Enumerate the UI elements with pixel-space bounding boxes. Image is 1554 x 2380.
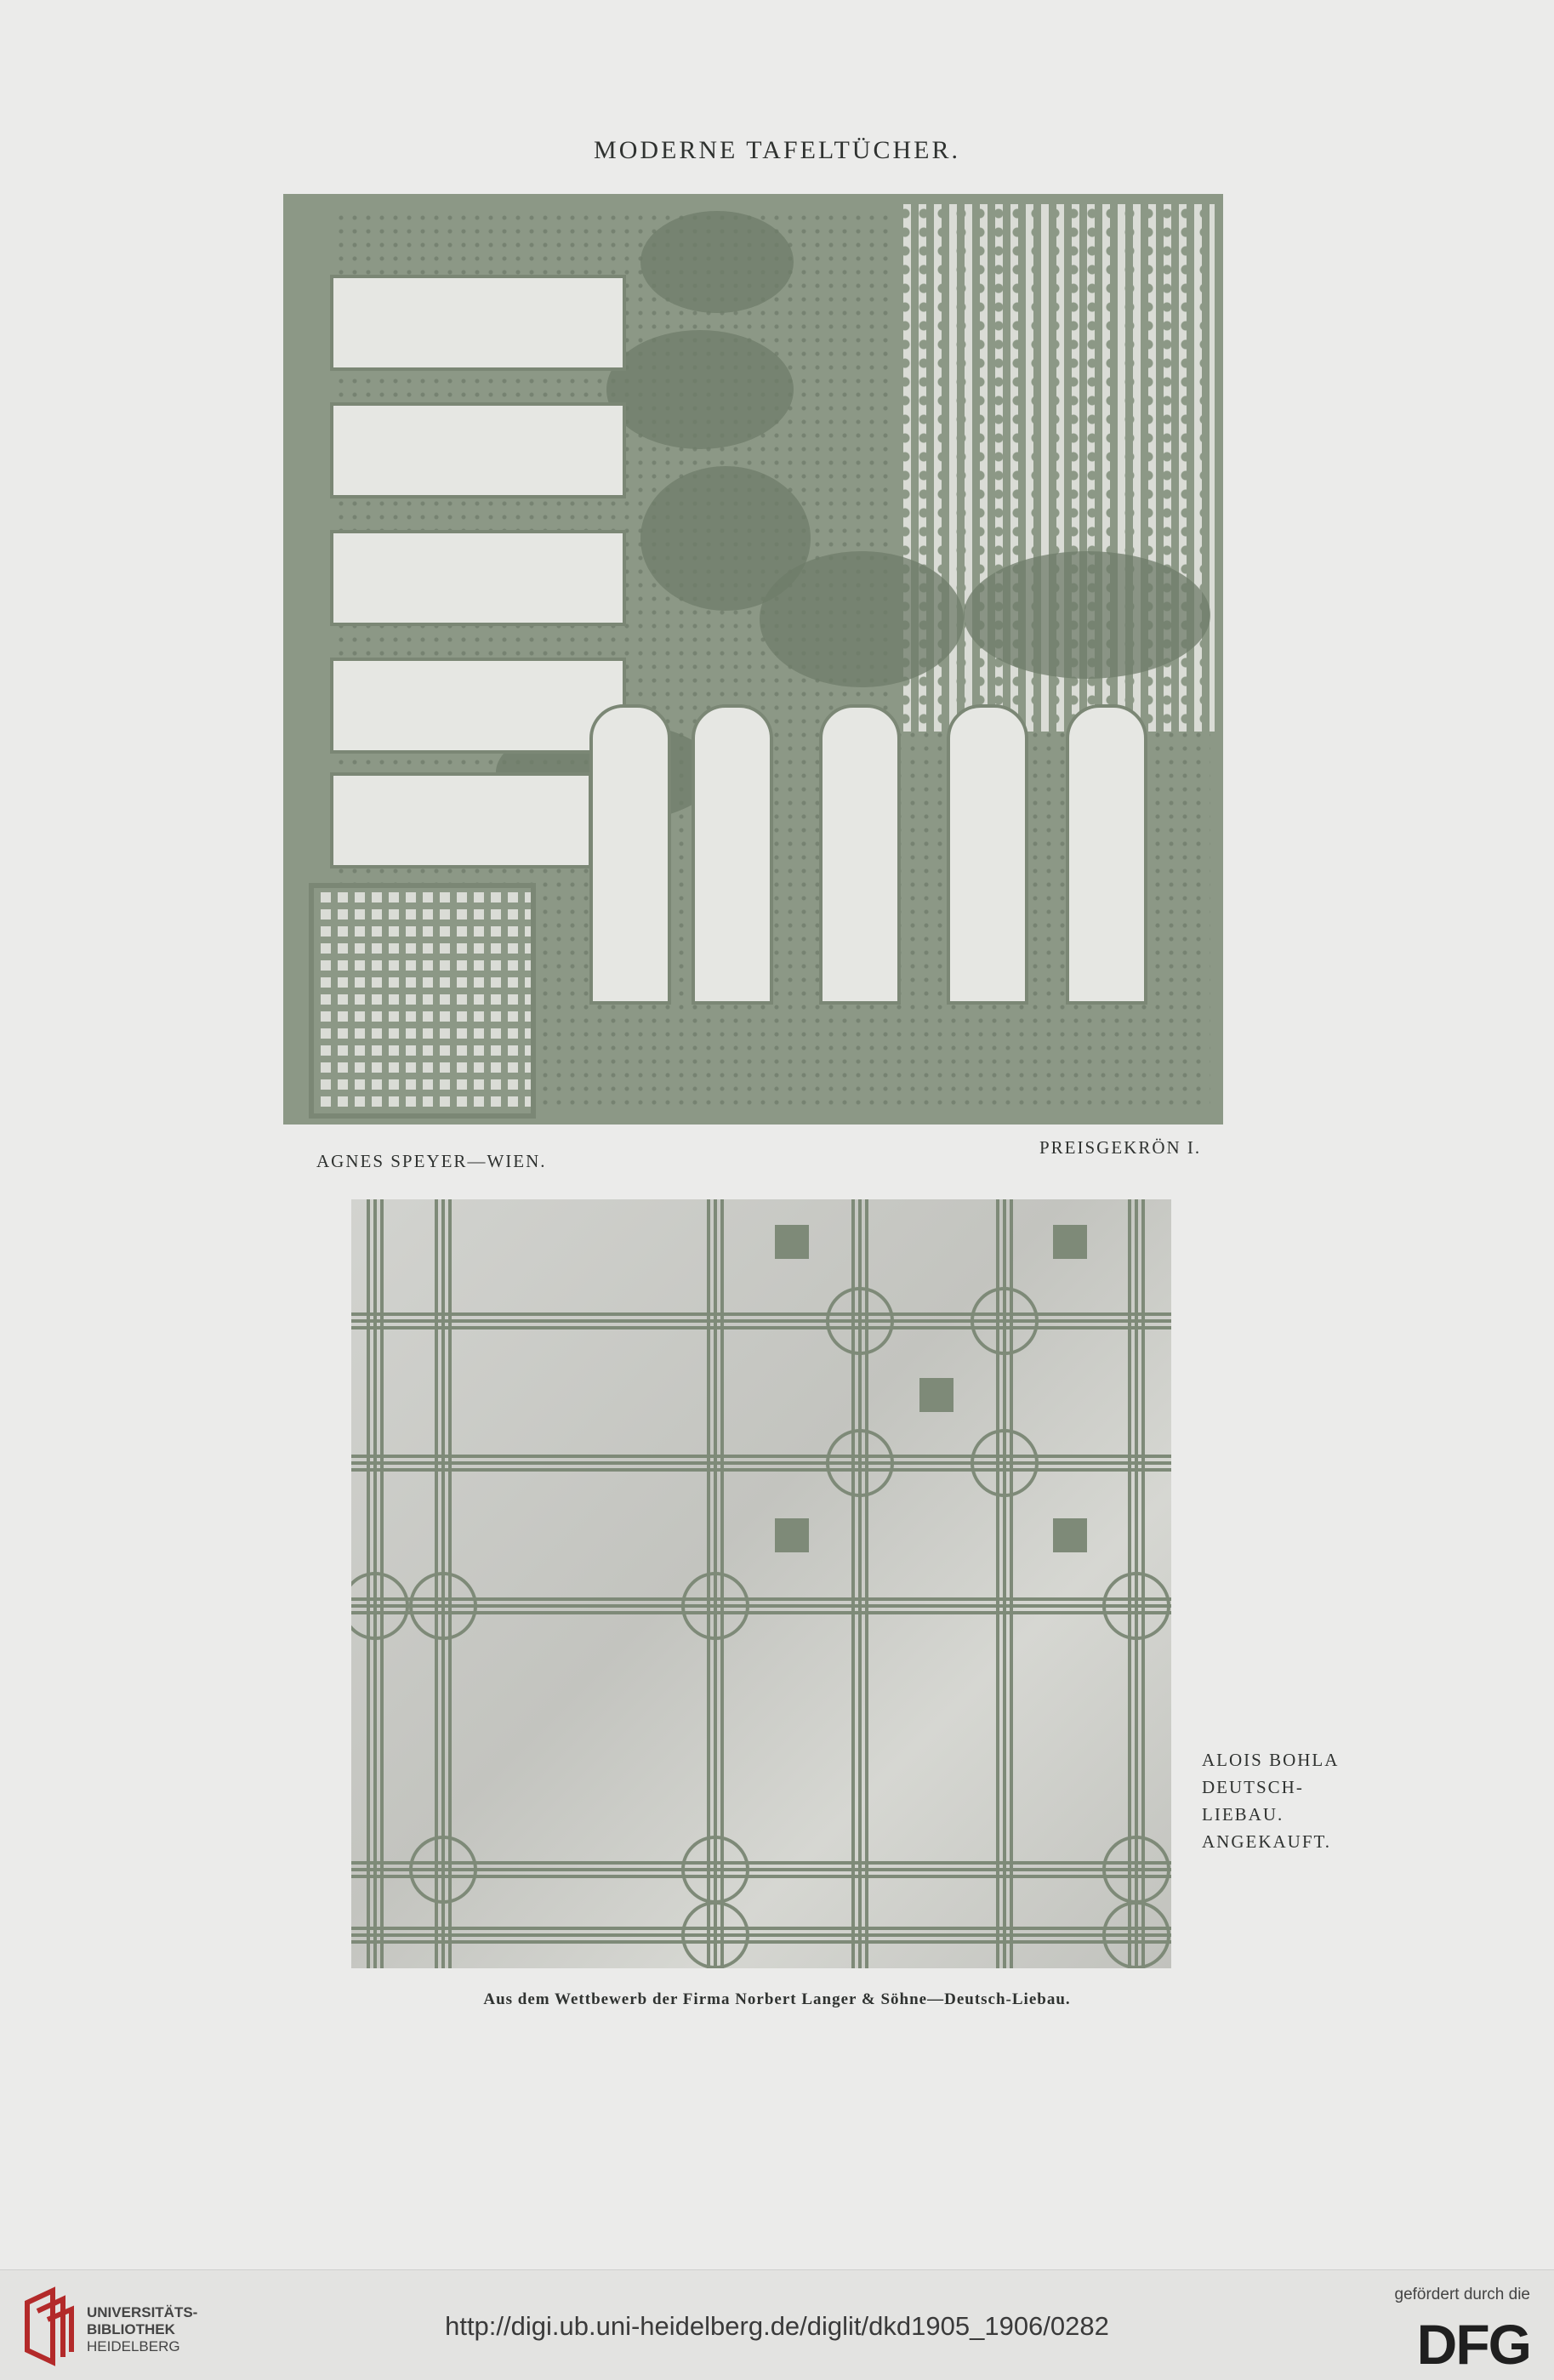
- tablecloth-image-bohla: [351, 1199, 1171, 1968]
- grid-pattern: [351, 1199, 1171, 1968]
- square-dot-motif: [775, 1518, 809, 1552]
- standing-figure: [1066, 704, 1147, 1005]
- tree-motif: [640, 211, 794, 313]
- tablecloth-image-speyer: [283, 194, 1223, 1125]
- standing-figure: [692, 704, 773, 1005]
- tree-motif: [964, 551, 1210, 679]
- digital-object-url[interactable]: http://digi.ub.uni-heidelberg.de/diglit/dkd1905_1906/0282: [445, 2311, 1109, 2341]
- sponsor-text: gefördert durch die: [1394, 2286, 1530, 2303]
- library-name-line: UNIVERSITÄTS-: [87, 2304, 198, 2320]
- reclining-figure-panel: [330, 275, 626, 371]
- square-dot-motif: [1053, 1518, 1087, 1552]
- caption-line: ANGEKAUFT.: [1202, 1831, 1332, 1852]
- dfg-logo: DFG: [1416, 2313, 1530, 2376]
- square-dot-motif: [1053, 1225, 1087, 1259]
- plate1-award-caption: PREISGEKRÖN I.: [1039, 1137, 1202, 1158]
- horizontal-band: [351, 1314, 1171, 1328]
- tree-motif: [760, 551, 964, 687]
- caption-line: LIEBAU.: [1202, 1804, 1284, 1825]
- library-name-line: HEIDELBERG: [87, 2338, 180, 2354]
- standing-figure: [819, 704, 901, 1005]
- horizontal-band: [351, 1928, 1171, 1942]
- square-dot-motif: [919, 1378, 953, 1412]
- plate2-artist-caption: [1202, 1746, 1339, 1855]
- horizontal-band: [351, 1456, 1171, 1470]
- caption-line: DEUTSCH-: [1202, 1777, 1304, 1797]
- woven-corner-pattern: [309, 883, 536, 1119]
- caption-line: ALOIS BOHLA: [1202, 1750, 1340, 1770]
- footer-bar: [0, 2269, 1554, 2380]
- tree-motif: [606, 330, 794, 449]
- reclining-figure-panel: [330, 530, 626, 626]
- reclining-figure-panel: [330, 772, 592, 868]
- standing-figure: [589, 704, 671, 1005]
- page-title: MODERNE TAFELTÜCHER.: [594, 136, 960, 164]
- standing-figure: [947, 704, 1028, 1005]
- plate1-artist-caption: AGNES SPEYER—WIEN.: [316, 1151, 547, 1171]
- square-dot-motif: [775, 1225, 809, 1259]
- reclining-figure-panel: [330, 402, 626, 498]
- competition-caption: Aus dem Wettbewerb der Firma Norbert Langer & Söhne—Deutsch-Liebau.: [483, 1990, 1071, 2008]
- reclining-figure-panel: [330, 658, 626, 754]
- library-name-line: BIBLIOTHEK: [87, 2321, 175, 2337]
